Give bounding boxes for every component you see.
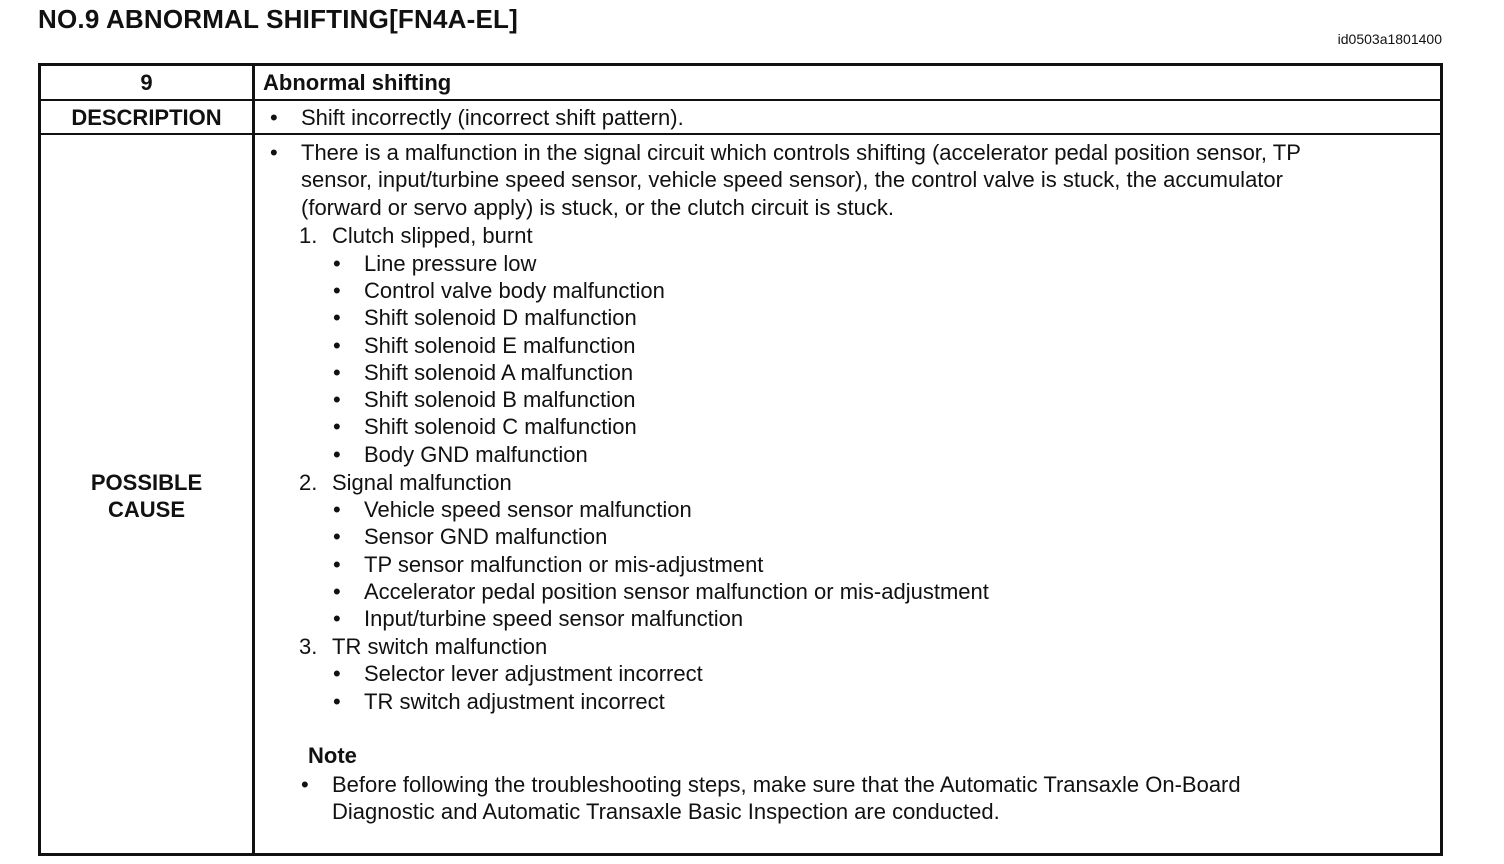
row-divider-1 xyxy=(41,99,1440,101)
row-divider-2 xyxy=(41,133,1440,135)
list-bullet: • xyxy=(333,305,341,330)
list-item: Line pressure low xyxy=(364,251,537,276)
list-item: Shift solenoid D malfunction xyxy=(364,305,637,330)
description-label: DESCRIPTION xyxy=(71,105,222,130)
list-item: Sensor GND malfunction xyxy=(364,524,608,549)
list-item: Selector lever adjustment incorrect xyxy=(364,661,703,686)
troubleshooting-table xyxy=(38,63,1443,856)
column-divider xyxy=(252,66,255,853)
list-item: Control valve body malfunction xyxy=(364,278,665,303)
description-text: Shift incorrectly (incorrect shift pattern). xyxy=(301,105,684,130)
group-number: 3. xyxy=(299,634,318,659)
possible-cause-label-line2: CAUSE xyxy=(107,497,185,522)
list-item: Shift solenoid A malfunction xyxy=(364,360,634,385)
group-label: Clutch slipped, burnt xyxy=(332,223,533,248)
list-bullet: • xyxy=(333,524,341,549)
group-label: Signal malfunction xyxy=(332,470,512,495)
note-title: Note xyxy=(308,743,357,768)
cause-intro-line: sensor, input/turbine speed sensor, vehicle speed sensor), the control valve is stuck, the accumulator xyxy=(301,167,1283,192)
list-bullet: • xyxy=(333,387,341,412)
group-number: 1. xyxy=(299,223,318,248)
list-bullet: • xyxy=(333,552,341,577)
list-bullet: • xyxy=(333,360,341,385)
row-title: Abnormal shifting xyxy=(263,70,452,95)
list-item: TR switch adjustment incorrect xyxy=(364,689,665,714)
list-item: Vehicle speed sensor malfunction xyxy=(364,497,692,522)
list-bullet: • xyxy=(333,442,341,467)
list-bullet: • xyxy=(333,579,341,604)
note-line: Before following the troubleshooting steps, make sure that the Automatic Transaxle On-Board xyxy=(332,772,1241,797)
page-title: NO.9 ABNORMAL SHIFTING[FN4A-EL] xyxy=(38,4,518,34)
note-bullet: • xyxy=(301,772,309,797)
possible-cause-label xyxy=(41,469,252,523)
list-bullet: • xyxy=(333,333,341,358)
cause-intro-line: (forward or servo apply) is stuck, or the clutch circuit is stuck. xyxy=(301,195,894,220)
list-item: Body GND malfunction xyxy=(364,442,588,467)
document-id: id0503a1801400 xyxy=(1337,31,1442,47)
list-item: Shift solenoid B malfunction xyxy=(364,387,636,412)
note-line: Diagnostic and Automatic Transaxle Basic Inspection are conducted. xyxy=(332,799,1000,824)
list-item: Shift solenoid C malfunction xyxy=(364,414,637,439)
list-item: TP sensor malfunction or mis-adjustment xyxy=(364,552,764,577)
list-item: Input/turbine speed sensor malfunction xyxy=(364,606,744,631)
list-item: Accelerator pedal position sensor malfunction or mis-adjustment xyxy=(364,579,989,604)
possible-cause-label-line1: POSSIBLE xyxy=(90,470,203,495)
list-bullet: • xyxy=(333,414,341,439)
list-bullet: • xyxy=(333,251,341,276)
list-bullet: • xyxy=(333,606,341,631)
list-bullet: • xyxy=(333,661,341,686)
list-item: Shift solenoid E malfunction xyxy=(364,333,636,358)
row-number: 9 xyxy=(140,70,153,95)
cause-intro-line: There is a malfunction in the signal circuit which controls shifting (accelerator pedal position sensor, TP xyxy=(301,140,1301,165)
list-bullet: • xyxy=(333,689,341,714)
list-bullet: • xyxy=(333,278,341,303)
description-bullet: • xyxy=(270,105,278,130)
group-number: 2. xyxy=(299,470,318,495)
list-bullet: • xyxy=(333,497,341,522)
cause-intro-bullet: • xyxy=(270,140,278,165)
group-label: TR switch malfunction xyxy=(332,634,548,659)
